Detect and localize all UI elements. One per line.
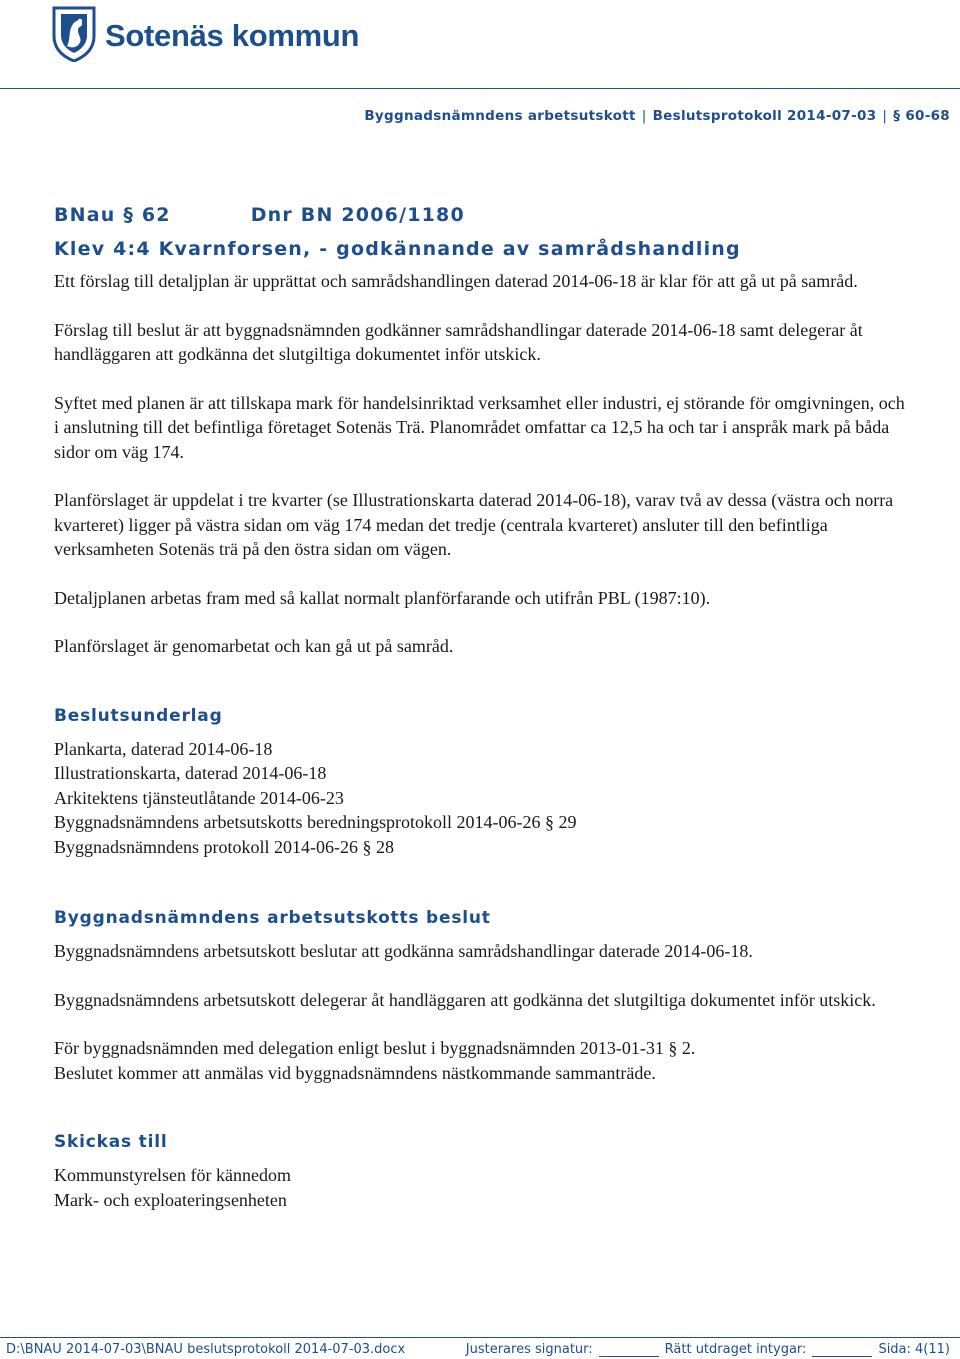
coat-of-arms-shield-icon [52, 6, 96, 67]
list-item: Byggnadsnämndens arbetsutskotts beredningsprotokoll 2014-06-26 § 29 [54, 812, 577, 832]
body-paragraph: Förslag till beslut är att byggnadsnämnden godkänner samrådshandlingar daterade 2014-06-18 samt delegerar åt handläggaren att godkänna det slutgiltiga dokumentet inför utskick. [54, 319, 863, 364]
justerares-signature-line [599, 1356, 659, 1357]
footer-page: Sida: 4(11) [878, 1342, 950, 1357]
list-item: Illustrationskarta, daterad 2014-06-18 [54, 763, 327, 783]
header-separator: | [882, 108, 888, 124]
case-title: Klev 4:4 Kvarnforsen, - godkännande av samrådshandling [54, 238, 741, 260]
section-heading-skickas: Skickas till [54, 1132, 168, 1152]
case-dnr: Dnr BN 2006/1180 [250, 204, 465, 226]
body-paragraph: Planförslaget är genomarbetat och kan gå ut på samråd. [54, 636, 454, 656]
document-content [54, 203, 914, 1212]
brand-logo [52, 3, 359, 69]
section-heading-beslut: Byggnadsnämndens arbetsutskotts beslut [54, 908, 491, 928]
footer [6, 1342, 950, 1357]
case-line [54, 203, 914, 229]
decision-paragraph: Byggnadsnämndens arbetsutskott delegerar åt handläggaren att godkänna det slutgiltiga dokumentet inför utskick. [54, 989, 876, 1010]
body-paragraph: Detaljplanen arbetas fram med så kallat normalt planförfarande och utifrån PBL (1987:10). [54, 587, 711, 608]
list-item: Byggnadsnämndens protokoll 2014-06-26 § 28 [54, 836, 394, 857]
ratt-signature-line [812, 1356, 872, 1357]
footer-ratt-label: Rätt utdraget intygar: [664, 1342, 807, 1357]
decision-paragraph: Beslutet kommer att anmälas vid byggnadsnämndens nästkommande sammanträde. [54, 1062, 656, 1083]
list-item: Arkitektens tjänsteutlåtande 2014-06-23 [54, 787, 344, 808]
header-committee: Byggnadsnämndens arbetsutskott [364, 108, 636, 124]
list-item: Kommunstyrelsen för kännedom [54, 1165, 291, 1185]
list-item: Mark- och exploateringsenheten [54, 1189, 287, 1210]
section-heading-beslutsunderlag: Beslutsunderlag [54, 705, 223, 726]
decision-paragraph: Byggnadsnämndens arbetsutskott beslutar att godkänna samrådshandlingar daterade 2014-06-18. [54, 941, 753, 961]
footer-rule [0, 1337, 960, 1338]
beslutsunderlag-list [54, 737, 914, 860]
footer-file-path: D:\BNAU 2014-07-03\BNAU beslutsprotokoll 2014-07-03.docx [6, 1342, 406, 1357]
body-paragraph: Planförslaget är uppdelat i tre kvarter (se Illustrationskarta daterad 2014-06-18), varav två av dessa (västra och norra kvarteret) ligger på västra sidan om väg 174 medan det tredje (centrala kvarteret) ansluter till den befintliga verksamheten Sotenäs trä på den östra sidan om vägen. [54, 490, 894, 559]
running-header [364, 108, 950, 124]
header-sections: § 60-68 [893, 108, 950, 124]
body-paragraph: Ett förslag till detaljplan är upprättat och samrådshandlingen daterad 2014-06-18 är klar för att gå ut på samråd. [54, 271, 858, 291]
body-paragraph: Syftet med planen är att tillskapa mark för handelsinriktad verksamhet eller industri, ej störande för omgivningen, och i anslutning till det befintliga företaget Sotenäs Trä. Planområdet omfattar ca 12,5 ha och tar i anspråk mark på båda sidor om väg 174. [54, 392, 905, 462]
skickas-list [54, 1163, 914, 1212]
header-doc: Beslutsprotokoll 2014-07-03 [652, 108, 877, 124]
case-number: BNau § 62 [54, 204, 171, 226]
footer-justerares-label: Justerares signatur: [465, 1342, 593, 1357]
header-rule [0, 88, 960, 89]
brand-name: Sotenäs kommun [105, 18, 360, 53]
header-separator: | [641, 108, 647, 124]
footer-signatures [466, 1342, 950, 1357]
list-item: Plankarta, daterad 2014-06-18 [54, 738, 273, 759]
decision-paragraph: För byggnadsnämnden med delegation enligt beslut i byggnadsnämnden 2013-01-31 § 2. [54, 1038, 696, 1058]
